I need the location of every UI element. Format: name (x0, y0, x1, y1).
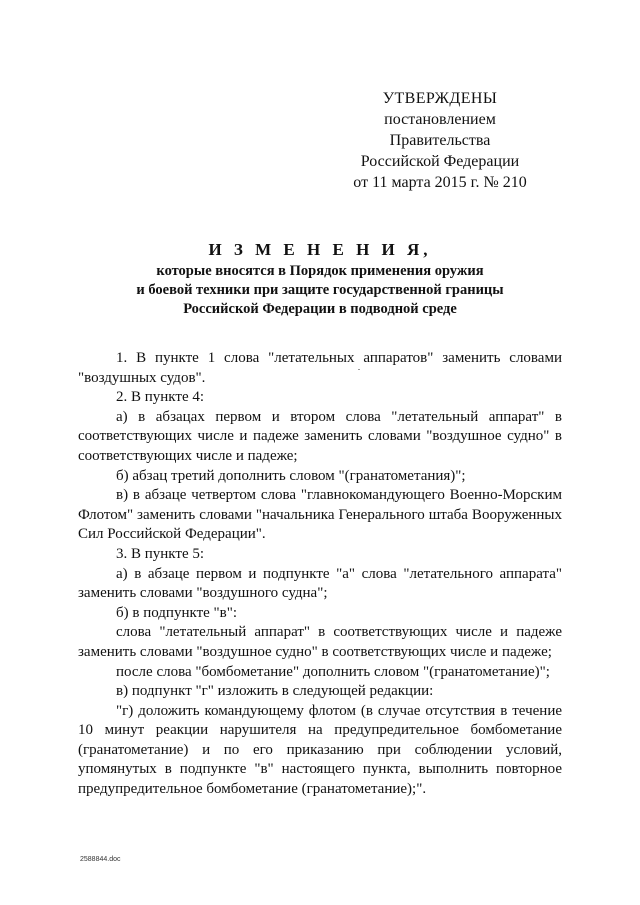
paragraph-item-3: 3. В пункте 5: (116, 545, 205, 562)
approval-block (340, 88, 540, 193)
subtitle-line-2: и боевой техники при защите государственной границы (136, 282, 504, 298)
footer-doc-id: 2588844.doc (80, 856, 121, 863)
paragraph-item-2: 2. В пункте 4: (116, 389, 205, 406)
paragraph-item-3b: б) в подпункте "в": (116, 604, 238, 621)
document-body (78, 349, 562, 800)
paragraph-item-3b-2: после слова "бомбометание" дополнить словом "(гранатометание)"; (116, 663, 550, 680)
paragraph-item-2c: в) в абзаце четвертом слова "главнокомандующего Военно-Морским Флотом" заменить словами "начальника Генерального штаба Вооруженных Сил Российской Федерации". (78, 487, 562, 543)
paragraph-item-3c-text: "г) доложить командующему флотом (в случае отсутствия в течение 10 минут реакции нарушителя на предупредительное бомбометание (гранатометание) и по его приказанию при соблюдении условий, упомянутых в подпункте "в" настоящего пункта, выполнить повторное предупредительное бомбометание (гранатометание);". (78, 702, 562, 798)
document-subtitle (90, 262, 550, 319)
approval-line-1: постановлением Правительства (384, 111, 496, 149)
document-title: И З М Е Н Е Н И Я, (208, 240, 432, 259)
approval-date-number: от 11 марта 2015 г. № 210 (353, 174, 527, 191)
paragraph-item-1: 1. В пункте 1 слова "летательных аппаратов" заменить словами "воздушных судов". (78, 350, 562, 386)
paragraph-item-2b: б) абзац третий дополнить словом "(гранатометания)"; (116, 467, 466, 484)
subtitle-line-1: которые вносятся в Порядок применения оружия (156, 263, 484, 279)
paragraph-item-3a: а) в абзаце первом и подпункте "а" слова "летательного аппарата" заменить словами "воздушного судна"; (78, 565, 562, 602)
paragraph-item-3c: в) подпункт "г" изложить в следующей редакции: (116, 683, 434, 700)
approval-title: УТВЕРЖДЕНЫ (382, 90, 498, 107)
paragraph-item-2a: а) в абзацах первом и втором слова "летательный аппарат" в соответствующих числе и падеже заменить словами "воздушное судно" в соответствующих числе и падеже; (78, 408, 562, 464)
paragraph-item-3b-1: слова "летательный аппарат" в соответствующих числе и падеже заменить словами "воздушное судно" в соответствующих числе и падеже; (78, 624, 562, 660)
subtitle-line-3: Российской Федерации в подводной среде (183, 301, 457, 317)
approval-line-2: Российской Федерации (360, 153, 520, 170)
